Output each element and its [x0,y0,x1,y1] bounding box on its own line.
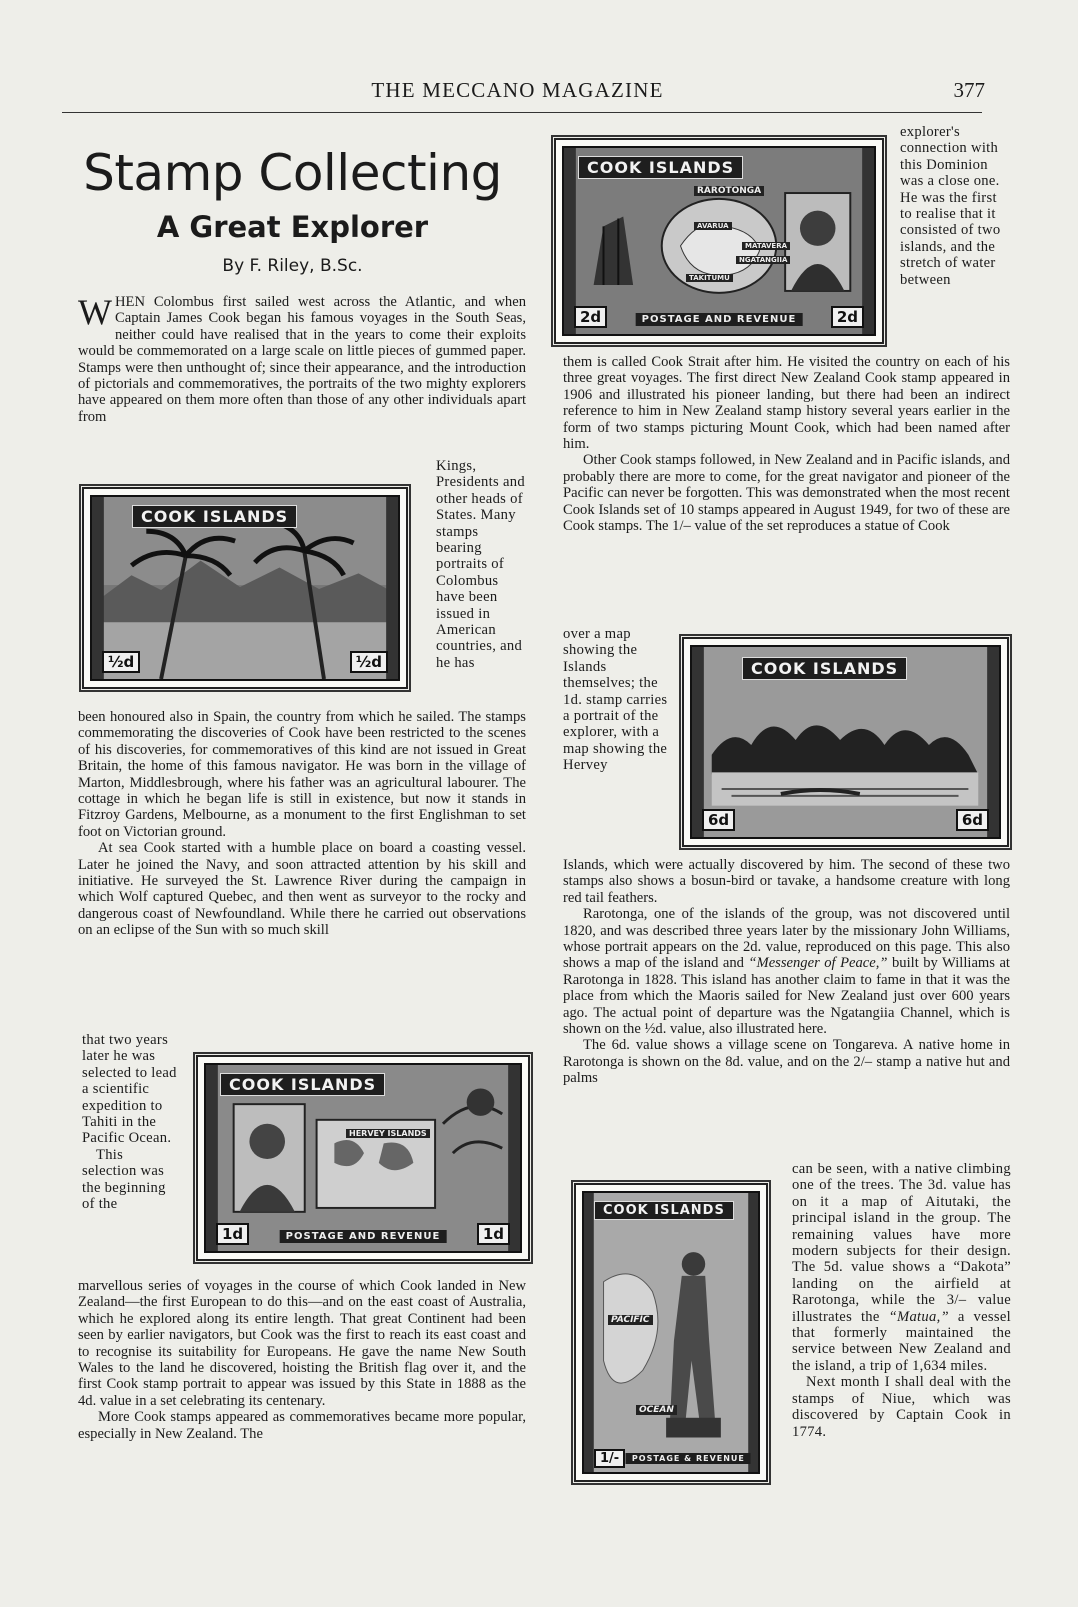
stamp-halfpenny-value-left: ½d [102,651,140,673]
stamp-shilling-bottom-text: POSTAGE & REVENUE [626,1453,751,1464]
running-head [50,78,985,106]
right-narrow-text-1 [900,124,1010,288]
left-intro-text [78,294,526,425]
left-main-text-2 [78,1278,526,1442]
stamp-penny-map-label: HERVEY ISLANDS [346,1129,430,1138]
stamp-sixpence-banner: COOK ISLANDS [742,657,907,680]
left-narrow-text-2 [82,1032,180,1212]
stamp-shilling-map-label-1: PACIFIC [608,1315,653,1325]
stamp-penny-image [196,1055,530,1261]
page-number: 377 [953,78,985,102]
paragraph-2-narrow: that two years later he was selected to lead a scientific expedition to Tahiti in the Pacific Ocean. [82,1032,177,1147]
right-narrow-text-3 [792,1161,1011,1440]
drop-cap: W [78,292,112,332]
stamp-sixpence-value-right: 6d [956,809,989,831]
right-paragraph-5: Next month I shall deal with the stamps of Niue, which was discovered by Captain Cook in 1774. [792,1374,1011,1440]
magazine-title: THE MECCANO MAGAZINE [371,78,664,102]
right-paragraph-1-continued: them is called Cook Strait after him. He visited the country on each of his three great voyages. The first direct New Zealand Cook stamp appeared in 1906 and illustrated his pioneer landing, but there had been an indirect reference to him in New Zealand stamp history several years earlier in the form of two stamps picturing Mount Cook, which had been named after him. [563,354,1010,453]
paragraph-1-narrow: Kings, Presidents and other heads of States. Many stamps bearing portraits of Colombus have been issued in American countries, and he has [436,458,525,671]
stamp-rarotonga-value-left: 2d [574,306,607,328]
right-paragraph-4-narrow-part-2: a vessel that formerly maintained the service between New Zealand and the island, a trip of 1,634 miles. [792,1308,1012,1374]
paragraph-3-continued: marvellous series of voyages in the course of which Cook landed in New Zealand—the first European to do this—and on the east coast of Australia, which he explored along its entire length. That great Continent had been seen by earlier navigators, but Cook was the first to reach its east coast and to recognise its suitability for Europeans. He gave the name New South Wales to the land he discovered, hoisting the British flag over it, and the first Cook stamp portrait to appear was issued by this State in 1888 as the 4d. value in a set celebrating its centenary. [78,1278,526,1409]
stamp-sixpence-image [682,637,1009,847]
right-paragraph-3-ship-name: “Messenger of Peace,” [748,955,888,972]
stamp-shilling-map-label-2: OCEAN [636,1405,677,1415]
stamp-rarotonga-map-label-4: TAKITUMU [686,274,733,282]
paragraph-4: More Cook stamps appeared as commemoratives became more popular, especially in New Zealand. The [78,1409,526,1442]
right-main-text-1 [563,354,1010,534]
header-rule [62,112,982,113]
stamp-rarotonga-value-right: 2d [831,306,864,328]
right-main-text-2 [563,857,1010,1087]
right-paragraph-4-narrow-part-1: can be seen, with a native climbing one of the trees. The 3d. value has on it a map of Aitutaki, the principal island in the group. The remaining values have more modern subjects for their design. The 5d. value shows a “Dakota” landing on the airfield at Rarotonga, while the 3/– value illustrates the [792,1161,1011,1325]
article-subhead: A Great Explorer [156,210,429,244]
article-byline: By F. Riley, B.Sc. [222,256,363,276]
stamp-penny-value-left: 1d [216,1223,249,1245]
paragraph-1: HEN Colombus first sailed west across the Atlantic, and when Captain James Cook began his famous voyages in the South Seas, neither could have realised that in the years to come their exploits would be commemorated on a large scale on little pieces of gummed paper. Stamps were then unthought of; since their appearance, and the introduction of pictorials and commemoratives, the portraits of the two mighty explorers have appeared on them more often than those of any other individuals apart from [78,294,526,425]
stamp-rarotonga-banner: COOK ISLANDS [578,156,743,179]
article-headline: Stamp Collecting [83,144,502,202]
stamp-rarotonga-map-label-3: NGATANGIIA [736,256,790,264]
stamp-halfpenny-value-right: ½d [350,651,388,673]
paragraph-3-narrow: This selection was the beginning of the [82,1146,166,1213]
right-paragraph-2-continued: Islands, which were actually discovered by him. The second of these two stamps also shows a bosun-bird or tavake, a handsome creature with long red tail feathers. [563,857,1010,906]
stamp-rarotonga-top-label: RAROTONGA [694,186,764,196]
right-paragraph-3 [563,906,1010,1037]
right-narrow-text-2 [563,626,668,774]
stamp-shilling-illustration-icon [584,1193,758,1472]
right-paragraph-4-ship-name: “Matua,” [888,1308,949,1325]
stamp-halfpenny-banner: COOK ISLANDS [132,505,297,528]
stamp-penny-bottom-text: POSTAGE AND REVENUE [280,1230,447,1243]
stamp-rarotonga-map-label-2: MATAVERA [742,242,790,250]
stamp-rarotonga-bottom-text: POSTAGE AND REVENUE [636,313,803,326]
right-paragraph-4: The 6d. value shows a village scene on Tongareva. A native home in Rarotonga is shown on the 8d. value, and on the 2/– stamp a native hut and palms [563,1037,1010,1087]
right-paragraph-3-part-2: built by Williams at Rarotonga in 1828. This island has another claim to fame in that it was the place from which the Maoris sailed for New Zealand just over 600 years ago. The actual point of departure was the Ngatangiia Channel, which is shown on the ½d. value, also illustrated here. [563,955,1010,1038]
stamp-halfpenny-image [82,487,408,689]
right-paragraph-2-narrow: over a map showing the Islands themselves; the 1d. stamp carries a portrait of the explorer, with a map showing the Hervey [563,626,668,774]
stamp-shilling-value: 1/- [594,1449,625,1468]
paragraph-2: At sea Cook started with a humble place on board a coasting vessel. Later he joined the Navy, and soon attracted attention by his skill and initiative. He surveyed the St. Lawrence River during the campaign in which Wolf captured Quebec, and then went as surveyor to the rocky and dangerous coast of Newfoundland. While there he carried out observations on an eclipse of the Sun with so much skill [78,840,526,939]
paragraph-1-continued: been honoured also in Spain, the country from which he sailed. The stamps commemorating the discoveries of Cook have been restricted to the scenes of his discoveries, for commemoratives of this kind are not issued in Great Britain, the home of this famous navigator. He was born in the village of Marton, Middlesbrough, where his father was an agricultural labourer. The cottage in which he began life is still in existence, but now it stands in Fitzroy Gardens, Melbourne, as a monument to the first Englishman to set foot on Victorian ground. [78,709,526,840]
right-paragraph-1-narrow: explorer's connection with this Dominion was a close one. He was the first to realise that it consisted of two islands, and the stretch of water between [900,124,1001,288]
stamp-penny-banner: COOK ISLANDS [220,1073,385,1096]
right-paragraph-3-part-1: Rarotonga, one of the islands of the group, was not discovered until 1820, and was described three years later by the missionary John Williams, whose portrait appears on the 2d. value, reproduced on this page. This also shows a map of the island and [563,906,1010,972]
stamp-sixpence-value-left: 6d [702,809,735,831]
left-narrow-text-1 [436,458,528,671]
left-main-text-1 [78,709,526,939]
stamp-shilling-image [574,1183,768,1482]
right-paragraph-2: Other Cook stamps followed, in New Zealand and in Pacific islands, and probably there are more to come, for the great navigator and pioneer of the Pacific can never be forgotten. This was demonstrated when the most recent Cook Islands set of 10 stamps appeared in August 1949, for two of these are Cook stamps. The 1/– value of the set reproduces a statue of Cook [563,452,1010,535]
stamp-shilling-banner: COOK ISLANDS [594,1201,734,1220]
stamp-penny-value-right: 1d [477,1223,510,1245]
stamp-rarotonga-image [554,138,884,344]
stamp-rarotonga-map-label-1: AVARUA [694,222,732,230]
